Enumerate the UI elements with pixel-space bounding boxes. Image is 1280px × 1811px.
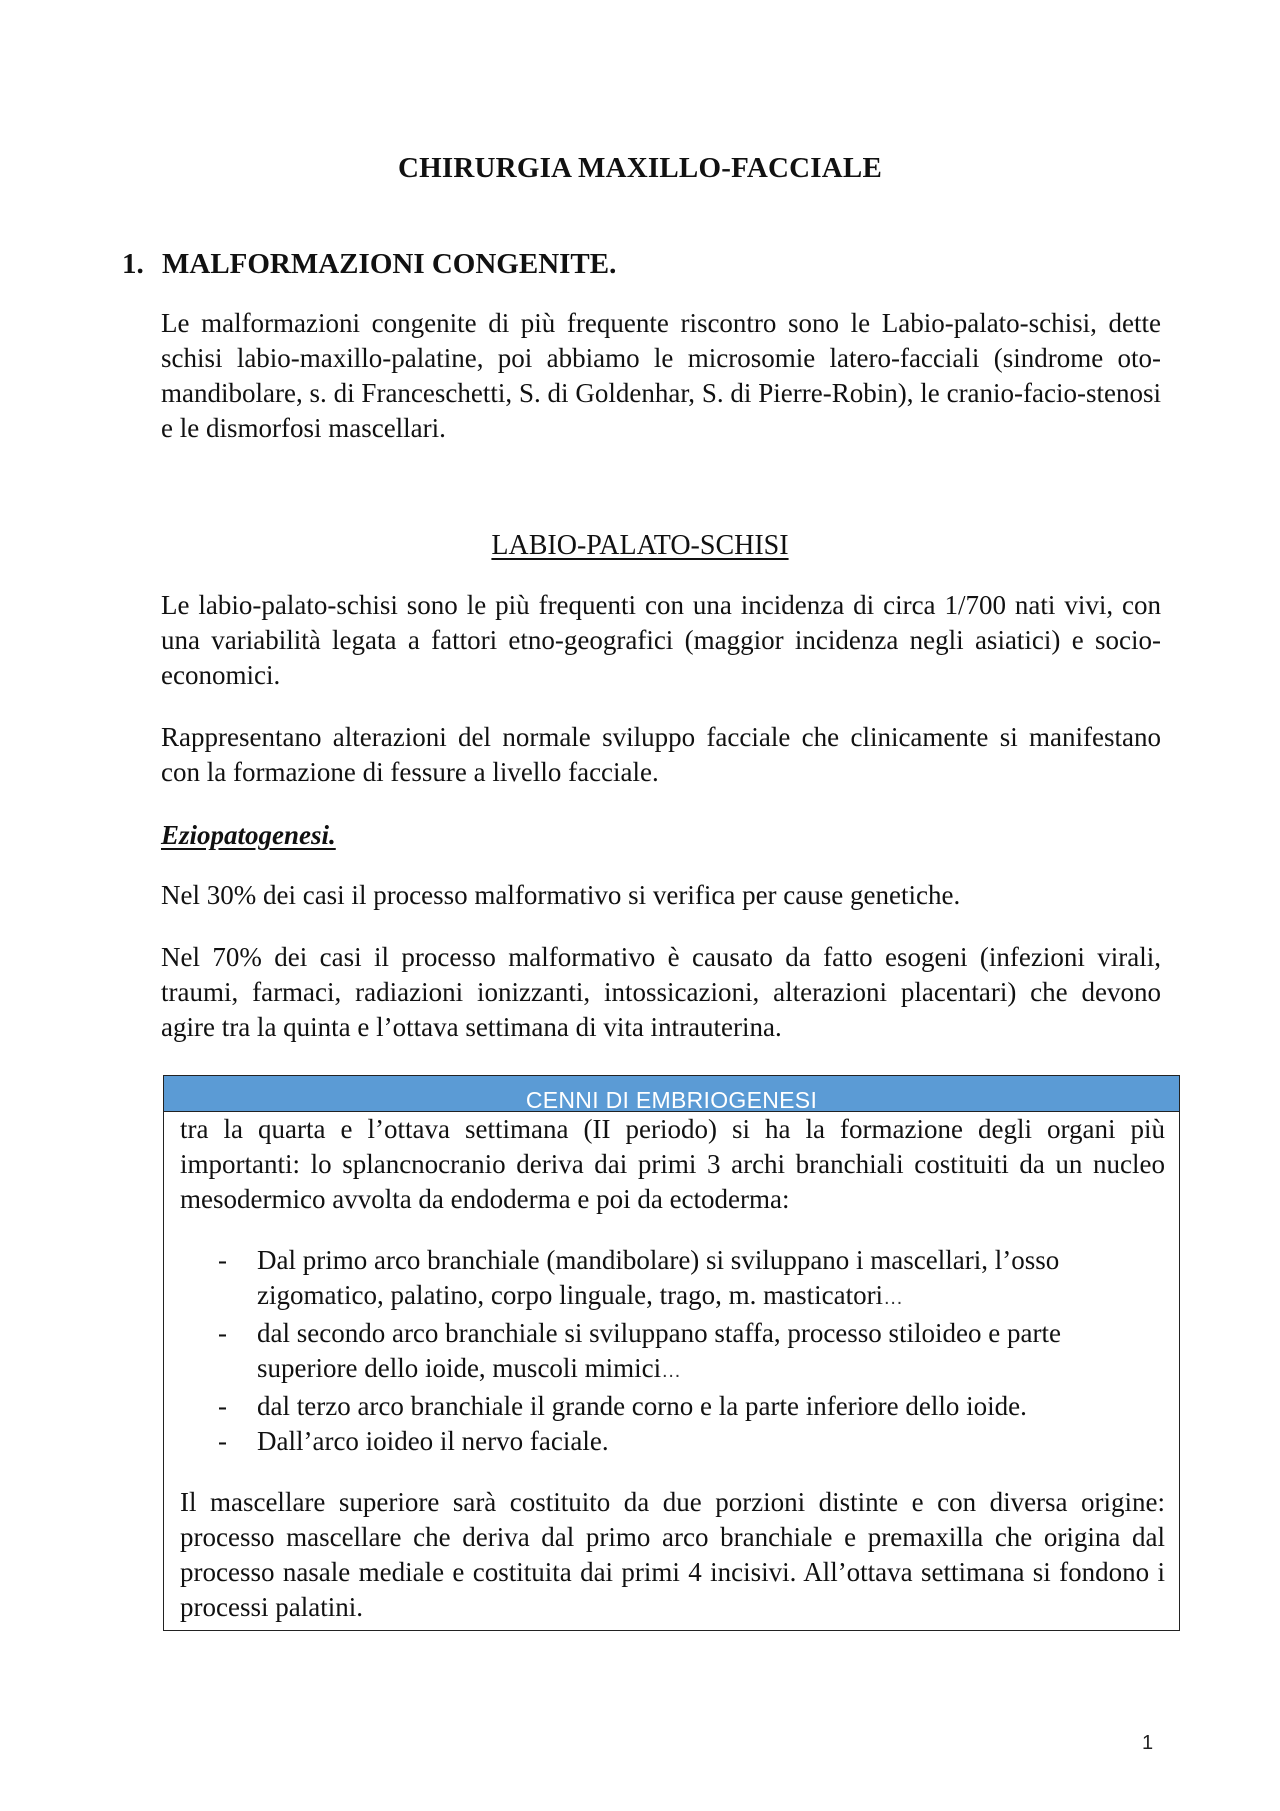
list-item [180, 1389, 1165, 1424]
ellipsis-mark: … [883, 1287, 904, 1309]
list-item-text: Dall’arco ioideo il nervo faciale. [257, 1426, 609, 1456]
definition-paragraph: Rappresentano alterazioni del normale sviluppo facciale che clinicamente si manifestano con la formazione di fessure a livello facciale. [161, 722, 1161, 787]
intro-paragraph: Le malformazioni congenite di più frequente riscontro sono le Labio-palato-schisi, dette schisi labio-maxillo-palatine, poi abbiamo le microsomie latero-facciali (sindrome oto-mandibolare, s. di Franceschetti, S. di Goldenhar, S. di Pierre-Robin), le cranio-facio-stenosi e le dismorfosi mascellari. [161, 308, 1161, 443]
incidence-paragraph: Le labio-palato-schisi sono le più frequenti con una incidenza di circa 1/700 nati vivi, con una variabilità legata a fattori etno-geografici (maggior incidenza negli asiatici) e socio-economici. [161, 590, 1161, 690]
list-item-text: dal terzo arco branchiale il grande corno e la parte inferiore dello ioide. [257, 1391, 1027, 1421]
embryogenesis-box-body [180, 1112, 1165, 1625]
list-item-text: Dal primo arco branchiale (mandibolare) si sviluppano i mascellari, l’osso zigomatico, palatino, corpo linguale, trago, m. masticatori [257, 1245, 1060, 1310]
subsection-title: LABIO-PALATO-SCHISI [491, 530, 789, 561]
embryogenesis-box [163, 1075, 1180, 1631]
exogenous-causes-paragraph: Nel 70% dei casi il processo malformativo è causato da fatto esogeni (infezioni virali, traumi, farmaci, radiazioni ionizzanti, intossicazioni, alterazioni placentari) che devono agire tra la quinta e l’ottava settimana di vita intrauterina. [161, 942, 1161, 1042]
embryogenesis-intro: tra la quarta e l’ottava settimana (II periodo) si ha la formazione degli organi più importanti: lo splancnocranio deriva dai primi 3 archi branchiali costituiti da un nucleo mesodermico avvolta da endoderma e poi da ectoderma: [180, 1114, 1165, 1214]
list-item [180, 1424, 1165, 1459]
genetic-causes-paragraph: Nel 30% dei casi il processo malformativo si verifica per cause genetiche. [161, 880, 961, 910]
document-title: CHIRURGIA MAXILLO-FACCIALE [398, 152, 882, 184]
list-item [180, 1243, 1165, 1316]
section-heading [122, 248, 616, 281]
bullet-dash: - [218, 1318, 227, 1348]
embryogenesis-box-header [164, 1076, 1179, 1112]
page-number: 1 [1142, 1732, 1154, 1754]
list-item [180, 1316, 1165, 1389]
bullet-dash: - [218, 1426, 227, 1456]
embryogenesis-box-title: CENNI DI EMBRIOGENESI [525, 1087, 818, 1112]
bullet-dash: - [218, 1391, 227, 1421]
eziopatogenesi-heading: Eziopatogenesi. [161, 820, 336, 850]
bullet-dash: - [218, 1245, 227, 1275]
section-title: MALFORMAZIONI CONGENITE. [162, 248, 617, 280]
embryogenesis-closing: Il mascellare superiore sarà costituito da due porzioni distinte e con diversa origine: processo mascellare che deriva dal primo arco branchiale e premaxilla che origina dal processo nasale mediale e costituita dai primi 4 incisivi. All’ottava settimana si fondono i processi palatini. [180, 1487, 1165, 1622]
ellipsis-mark: … [661, 1360, 682, 1382]
list-item-text: dal secondo arco branchiale si sviluppano staffa, processo stiloideo e parte superiore dello ioide, muscoli mimici [257, 1318, 1061, 1383]
section-number: 1. [122, 248, 144, 280]
branchial-arch-list [180, 1243, 1165, 1459]
